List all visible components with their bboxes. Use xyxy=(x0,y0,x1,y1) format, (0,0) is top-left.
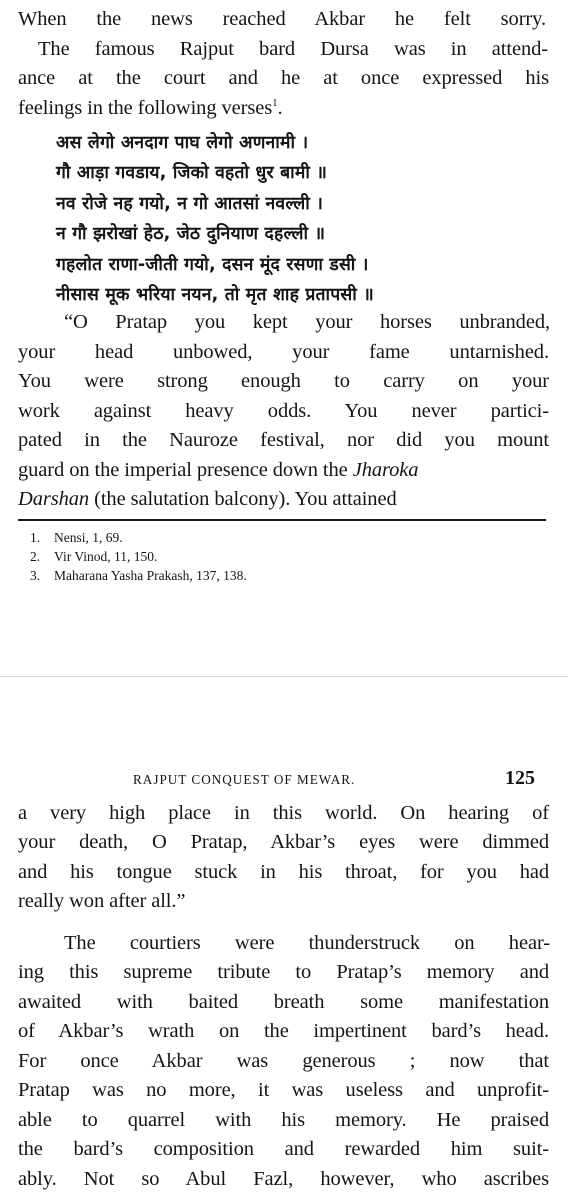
body-line-text: feelings in the following verses xyxy=(18,97,273,119)
verse-line: नव रोजे नह गयो, न गो आतसां नवल्ली । xyxy=(56,194,324,214)
body-line: ance at the court and he at once expressed his xyxy=(18,67,549,89)
translation-line: You were strong enough to carry on your xyxy=(18,370,549,392)
footnote-number: 1. xyxy=(30,530,41,545)
running-head: RAJPUT CONQUEST OF MEWAR. xyxy=(133,772,356,787)
footnote-text: Maharana Yasha Prakash, 137, 138. xyxy=(54,568,247,583)
footnote-text: Nensi, 1, 69. xyxy=(54,530,123,545)
translation-text: (the salutation balcony). You attained xyxy=(94,488,397,510)
body-line: able to quarrel with his memory. He praised xyxy=(18,1109,549,1131)
translation-line: your head unbowed, your fame untarnished. xyxy=(18,341,549,363)
verse-line: नीसास मूक भरिया नयन, तो मृत शाह प्रतापसी ॥ xyxy=(56,285,374,305)
body-line: and his tongue stuck in his throat, for you had xyxy=(18,861,549,883)
verse-line: गहलोत राणा-जीती गयो, दसन मूंद रसणा डसी । xyxy=(56,255,369,275)
footnote xyxy=(30,549,157,565)
body-line: ably. Not so Abul Fazl, however, who ascribes xyxy=(18,1168,549,1190)
footnote-marker: 1 xyxy=(272,97,278,110)
verse-line: न गौ झरोखां हेठ, जेठ दुनियाण दहल्ली ॥ xyxy=(56,224,326,244)
footnote xyxy=(30,530,123,546)
body-line: your death, O Pratap, Akbar’s eyes were dimmed xyxy=(18,831,549,853)
footnote-rule xyxy=(18,519,546,521)
italic-term: Jharoka xyxy=(352,459,419,481)
body-line: the bard’s composition and rewarded him suit- xyxy=(18,1138,549,1160)
body-line: of Akbar’s wrath on the impertinent bard’s head. xyxy=(18,1020,549,1042)
footnote xyxy=(30,568,247,584)
body-line-with-footnote xyxy=(18,97,283,120)
body-line: ing this supreme tribute to Pratap’s memory and xyxy=(18,961,549,983)
body-line: awaited with baited breath some manifestation xyxy=(18,991,549,1013)
footnote-number: 3. xyxy=(30,568,41,583)
body-line: The famous Rajput bard Dursa was in attend- xyxy=(38,38,548,60)
translation-line: work against heavy odds. You never partici- xyxy=(18,400,549,422)
period: . xyxy=(277,97,283,119)
verse-line: गौ आड़ा गवडाय, जिको वहतो धुर बामी ॥ xyxy=(56,163,328,183)
body-line: For once Akbar was generous ; now that xyxy=(18,1050,549,1072)
translation-line xyxy=(18,459,418,482)
italic-term: Darshan xyxy=(18,488,90,510)
verse-line: अस लेगो अनदाग पाघ लेगो अणनामी । xyxy=(56,133,309,153)
body-line: The courtiers were thunderstruck on hear- xyxy=(64,932,550,954)
page-number: 125 xyxy=(505,767,535,789)
translation-line xyxy=(18,488,549,511)
bottom-page xyxy=(0,677,568,1199)
footnote-text: Vir Vinod, 11, 150. xyxy=(54,549,158,564)
footnote-number: 2. xyxy=(30,549,41,564)
translation-line: pated in the Nauroze festival, nor did you mount xyxy=(18,429,549,451)
body-line: When the news reached Akbar he felt sorry. xyxy=(18,8,546,30)
body-line: a very high place in this world. On hearing of xyxy=(18,802,549,824)
translation-text: guard on the imperial presence down the xyxy=(18,459,348,481)
body-line: Pratap was no more, it was useless and unprofit- xyxy=(18,1079,549,1101)
body-line: really won after all.” xyxy=(18,890,186,912)
translation-line: “O Pratap you kept your horses unbranded, xyxy=(64,311,550,333)
